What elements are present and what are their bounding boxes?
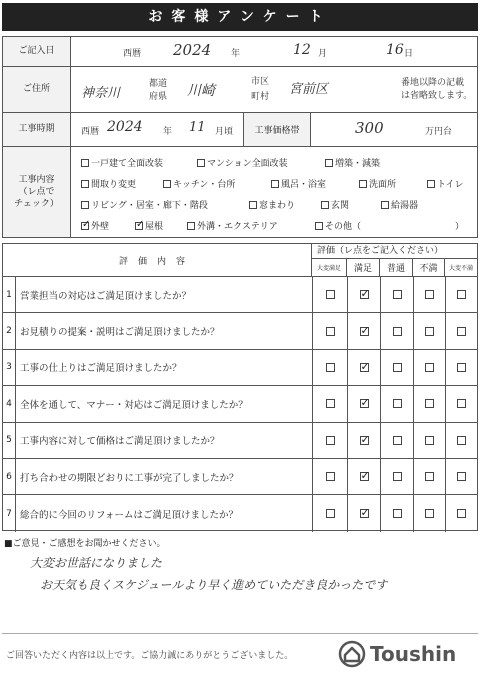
construction-content-row: [3, 147, 477, 237]
price-label-cell: [243, 113, 311, 146]
date-day-value[interactable]: 16: [386, 42, 404, 58]
rating-checkbox[interactable]: [393, 472, 402, 481]
price-value[interactable]: 300: [355, 119, 384, 137]
checkbox-box[interactable]: [381, 201, 389, 209]
question-row: [3, 423, 477, 459]
rating-cell: [413, 495, 445, 531]
checkbox-full-mansion[interactable]: [197, 156, 288, 169]
form-title: お客様アンケート: [2, 3, 478, 31]
checkbox-windows[interactable]: [249, 198, 295, 211]
question-row: [3, 313, 477, 349]
date-day-unit: 日: [404, 49, 414, 59]
rating-checkbox[interactable]: [457, 472, 466, 481]
checkbox-label: 風呂・浴室: [281, 180, 327, 190]
rating-cell: [413, 386, 445, 421]
question-row: [3, 495, 477, 531]
question-number: 3: [3, 350, 16, 385]
question-number: 7: [3, 495, 16, 531]
rating-cell: [347, 459, 380, 494]
rating-checkbox[interactable]: [457, 327, 466, 336]
prefecture-unit-bottom: 府県: [149, 92, 168, 102]
rating-checkbox-checked[interactable]: [360, 363, 369, 372]
question-number: 4: [3, 386, 16, 421]
rating-checkbox[interactable]: [425, 363, 434, 372]
rating-cell: [445, 350, 477, 385]
rating-cell: [347, 423, 380, 458]
checkbox-label: 一戸建て全面改装: [91, 159, 164, 169]
other-close-paren: ）: [455, 222, 465, 232]
rating-header-very-satisfied: 大変満足: [312, 259, 347, 277]
rating-cell: [380, 313, 413, 348]
checkbox-label: 増築・減築: [335, 159, 381, 169]
checkbox-roof[interactable]: [135, 219, 163, 232]
rating-checkbox[interactable]: [425, 472, 434, 481]
rating-cell: [445, 423, 477, 458]
price-label: 工事価格帯: [254, 126, 300, 136]
rating-checkbox-checked[interactable]: [360, 399, 369, 408]
period-year-unit: 年: [163, 127, 173, 137]
company-logo: [338, 640, 456, 668]
rating-checkbox[interactable]: [457, 399, 466, 408]
checkbox-label: 外壁: [91, 222, 110, 232]
period-label: 工事時期: [3, 113, 71, 146]
period-year-value[interactable]: 2024: [107, 119, 143, 135]
checkbox-box[interactable]: [325, 159, 333, 167]
rating-cell: [347, 350, 380, 385]
date-era: 西暦: [123, 49, 142, 59]
checkbox-label: 外溝・エクステリア: [197, 222, 278, 232]
rating-cell: [312, 350, 347, 385]
question-text: 工事内容に対して価格はご満足頂けましたか？: [20, 436, 220, 448]
checkbox-box-checked[interactable]: [81, 222, 89, 230]
question-number: 6: [3, 459, 16, 494]
rating-cell: [347, 277, 380, 312]
rating-header-satisfied: 満足: [347, 259, 380, 277]
checkbox-box[interactable]: [187, 222, 195, 230]
question-row: [3, 459, 477, 495]
rating-cell: [445, 277, 477, 312]
rating-checkbox[interactable]: [326, 399, 335, 408]
rating-cell: [347, 495, 380, 531]
rating-checkbox[interactable]: [393, 290, 402, 299]
comment-line-1[interactable]: 大変お世話になりました: [30, 556, 163, 570]
date-label: ご記入日: [3, 37, 71, 66]
rating-cell: [380, 495, 413, 531]
rating-cell: [380, 277, 413, 312]
checkbox-box[interactable]: [271, 180, 279, 188]
checkbox-water-heater[interactable]: [381, 198, 418, 211]
period-era: 西暦: [81, 127, 100, 137]
date-month-value[interactable]: 12: [293, 42, 311, 58]
checkbox-box-checked[interactable]: [135, 222, 143, 230]
rating-cell: [445, 386, 477, 421]
city-value[interactable]: 川崎: [187, 83, 215, 99]
checkbox-label: 玄関: [331, 201, 350, 211]
rating-cell: [347, 313, 380, 348]
checkbox-label: 屋根: [145, 222, 164, 232]
rating-cell: [312, 386, 347, 421]
rating-cell: [413, 277, 445, 312]
question-row: [3, 350, 477, 386]
customer-info-section: [2, 36, 478, 238]
rating-checkbox[interactable]: [326, 363, 335, 372]
checkbox-label: リビング・居室・廊下・階段: [91, 201, 208, 211]
checkbox-exterior[interactable]: [187, 219, 278, 232]
checkbox-box[interactable]: [359, 180, 367, 188]
question-text: 総合的に今回のリフォームはご満足頂けましたか？: [20, 509, 239, 521]
question-row: [3, 386, 477, 422]
checkbox-label: その他（: [325, 222, 362, 232]
checkbox-label: 窓まわり: [259, 201, 296, 211]
rating-cell: [413, 423, 445, 458]
city-unit-bottom: 町村: [251, 92, 270, 102]
rating-checkbox[interactable]: [457, 363, 466, 372]
rating-cell: [312, 459, 347, 494]
checkbox-entrance[interactable]: [321, 198, 349, 211]
question-row: [3, 277, 477, 313]
price-unit: 万円台: [425, 127, 453, 137]
checkbox-box[interactable]: [81, 180, 89, 188]
rating-cell: [380, 386, 413, 421]
rating-checkbox-checked[interactable]: [360, 436, 369, 445]
rating-cell: [312, 423, 347, 458]
checkbox-living[interactable]: [81, 198, 208, 211]
rating-cell: [445, 313, 477, 348]
rating-checkbox[interactable]: [393, 436, 402, 445]
rating-checkbox-checked[interactable]: [360, 290, 369, 299]
content-label-line1: 工事内容: [18, 174, 55, 185]
question-number: 5: [3, 423, 16, 458]
checkbox-label: 給湯器: [391, 201, 419, 211]
checkbox-box[interactable]: [81, 159, 89, 167]
rating-checkbox[interactable]: [326, 327, 335, 336]
logo-text: Toushin: [370, 642, 457, 666]
comment-bottom-divider: [2, 633, 478, 634]
rating-checkbox[interactable]: [393, 327, 402, 336]
checkbox-box[interactable]: [321, 201, 329, 209]
date-year-unit: 年: [231, 49, 241, 59]
address-note-line2: は省略致します。: [401, 91, 473, 101]
rating-cell: [445, 459, 477, 494]
construction-period-row: [3, 113, 477, 147]
rating-header-dissatisfied: 不満: [413, 259, 445, 277]
content-label-line3: チェック）: [14, 199, 59, 210]
evaluation-header-content: 評価内容: [3, 244, 312, 277]
rating-checkbox[interactable]: [326, 472, 335, 481]
rating-checkbox[interactable]: [425, 399, 434, 408]
checkbox-layout-change[interactable]: [81, 177, 136, 190]
date-year-value[interactable]: 2024: [173, 41, 212, 59]
rating-checkbox[interactable]: [326, 509, 335, 518]
date-row: [3, 37, 477, 67]
rating-header-very-dissatisfied: 大変不満: [445, 259, 477, 277]
question-text: 工事の仕上りはご満足頂けましたか？: [20, 363, 182, 375]
rating-checkbox[interactable]: [326, 290, 335, 299]
address-row: [3, 67, 477, 113]
checkbox-box[interactable]: [81, 201, 89, 209]
checkbox-toilet[interactable]: [427, 177, 464, 190]
comment-line-2[interactable]: お天気も良くスケジュールより早く進めていただき良かったです: [40, 578, 388, 592]
question-number: 1: [3, 277, 16, 312]
checkbox-exterior-wall[interactable]: [81, 219, 109, 232]
checkbox-box[interactable]: [197, 159, 205, 167]
checkbox-box[interactable]: [315, 222, 323, 230]
rating-checkbox-checked[interactable]: [360, 327, 369, 336]
rating-cell: [380, 350, 413, 385]
footer-text: ご回答いただく内容は以上です。ご協力誠にありがとうございました。: [6, 651, 294, 661]
prefecture-unit-top: 都道: [149, 79, 168, 89]
comment-label: ■ご意見・ご感想をお聞かせください。: [4, 539, 166, 549]
content-label: [3, 147, 71, 237]
address-note-line1: 番地以降の記載: [401, 78, 465, 88]
evaluation-table: [2, 243, 478, 531]
question-text: 営業担当の対応はご満足頂けましたか？: [20, 290, 192, 302]
rating-checkbox[interactable]: [457, 290, 466, 299]
ward-value[interactable]: 宮前区: [289, 82, 329, 97]
checkbox-extension[interactable]: [325, 156, 380, 169]
rating-cell: [312, 495, 347, 531]
checkbox-label: 洗面所: [369, 180, 397, 190]
checkbox-label: キッチン・台所: [173, 180, 236, 190]
rating-cell: [347, 386, 380, 421]
checkbox-full-house[interactable]: [81, 156, 163, 169]
checkbox-label: マンション全面改装: [207, 159, 288, 169]
period-month-unit: 月頃: [215, 127, 234, 137]
rating-checkbox[interactable]: [425, 509, 434, 518]
rating-checkbox[interactable]: [393, 399, 402, 408]
rating-cell: [445, 495, 477, 531]
rating-cell: [413, 459, 445, 494]
checkbox-box[interactable]: [427, 180, 435, 188]
question-number: 2: [3, 313, 16, 348]
address-label: ご住所: [3, 67, 71, 112]
question-text: お見積りの提案・説明はご満足頂けましたか？: [20, 327, 220, 339]
rating-checkbox-checked[interactable]: [360, 509, 369, 518]
rating-checkbox[interactable]: [326, 436, 335, 445]
period-month-value[interactable]: 11: [189, 120, 206, 135]
rating-cell: [312, 277, 347, 312]
rating-checkbox[interactable]: [425, 290, 434, 299]
rating-checkbox[interactable]: [425, 327, 434, 336]
question-text: 全体を通して、マナー・対応はご満足頂けましたか？: [20, 399, 248, 411]
rating-checkbox-checked[interactable]: [360, 472, 369, 481]
prefecture-value[interactable]: 神奈川: [81, 86, 121, 101]
rating-cell: [312, 313, 347, 348]
rating-checkbox[interactable]: [425, 436, 434, 445]
evaluation-header-rating: 評価（レ点をご記入ください）: [312, 244, 477, 259]
checkbox-box[interactable]: [249, 201, 257, 209]
rating-cell: [380, 423, 413, 458]
content-label-line2: （レ点で: [18, 186, 55, 197]
rating-cell: [413, 350, 445, 385]
date-month-unit: 月: [318, 49, 328, 59]
rating-checkbox[interactable]: [393, 363, 402, 372]
question-text: 打ち合わせの期限どおりに工事が完了しましたか？: [20, 472, 239, 484]
rating-checkbox[interactable]: [457, 509, 466, 518]
house-logo-icon: [338, 640, 366, 668]
checkbox-other[interactable]: [315, 219, 361, 232]
rating-cell: [380, 459, 413, 494]
rating-header-neutral: 普通: [380, 259, 413, 277]
checkbox-bathroom[interactable]: [271, 177, 326, 190]
rating-checkbox[interactable]: [393, 509, 402, 518]
checkbox-label: 間取り変更: [91, 180, 137, 190]
city-unit-top: 市区: [251, 77, 270, 87]
checkbox-box[interactable]: [163, 180, 171, 188]
checkbox-kitchen[interactable]: [163, 177, 235, 190]
rating-checkbox[interactable]: [457, 436, 466, 445]
checkbox-label: トイレ: [437, 180, 464, 190]
checkbox-washroom[interactable]: [359, 177, 396, 190]
rating-cell: [413, 313, 445, 348]
